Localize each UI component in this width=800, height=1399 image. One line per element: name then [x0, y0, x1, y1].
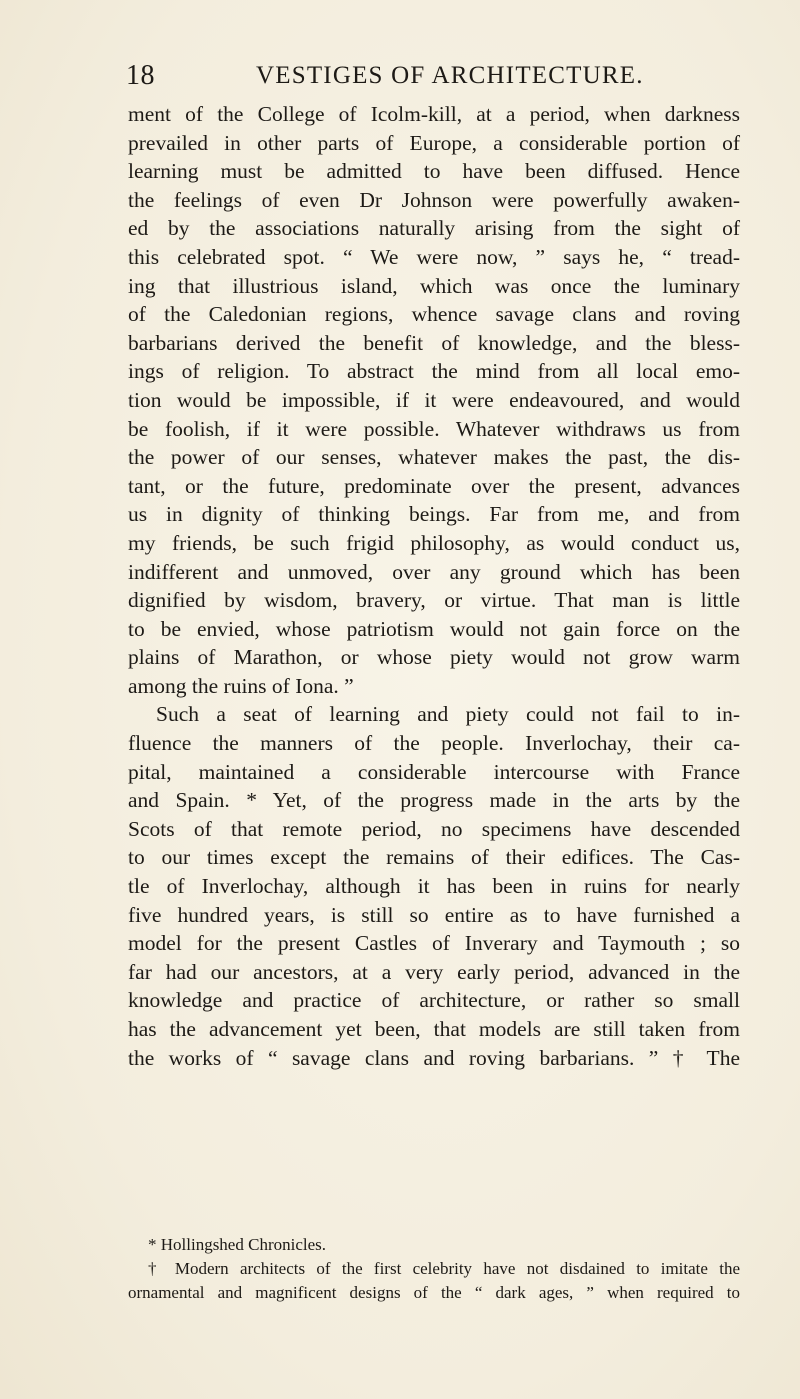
page-header [126, 60, 726, 100]
text-line: of the Caledonian regions, whence savage clans and roving [128, 302, 740, 327]
text-line: has the advancement yet been, that models are still taken from [128, 1017, 740, 1041]
text-line: ing that illustrious island, which was once the luminary [128, 273, 740, 298]
text-line: indifferent and unmoved, over any ground which has been [128, 559, 740, 584]
text-line: and Spain. * Yet, of the progress made in the arts by the [128, 788, 740, 813]
text-line: model for the present Castles of Inverary and Taymouth ; so [128, 931, 740, 956]
text-line: us in dignity of thinking beings. Far from me, and from [128, 502, 740, 527]
text-line: far had our ancestors, at a very early period, advanced in the [128, 959, 740, 984]
text-line: to be envied, whose patriotism would not gain force on the [128, 616, 740, 641]
text-line: ings of religion. To abstract the mind from all local emo- [128, 359, 740, 384]
text-line: my friends, be such frigid philosophy, as would conduct us, [128, 530, 740, 555]
text-line: dignified by wisdom, bravery, or virtue. That man is little [128, 588, 740, 613]
text-line: ment of the College of Icolm-kill, at a period, when darkness [128, 102, 740, 126]
text-line: to our times except the remains of their edifices. The Cas- [128, 845, 740, 870]
text-line: plains of Marathon, or whose piety would not grow warm [128, 645, 740, 670]
footnotes [128, 1233, 740, 1305]
text-line: tion would be impossible, if it were endeavoured, and would [128, 387, 740, 412]
text-line: the feelings of even Dr Johnson were powerfully awaken- [128, 187, 740, 212]
running-head: VESTIGES OF ARCHITECTURE. [256, 62, 644, 89]
text-line: prevailed in other parts of Europe, a considerable portion of [128, 130, 740, 155]
main-text [128, 100, 740, 1072]
text-line: learning must be admitted to have been diffused. Hence [128, 159, 740, 184]
text-line: be foolish, if it were possible. Whatever withdraws us from [128, 416, 740, 441]
text-line: pital, maintained a considerable intercourse with France [128, 759, 740, 784]
text-line: ed by the associations naturally arising from the sight of [128, 216, 740, 241]
text-line: Scots of that remote period, no specimens have descended [128, 816, 740, 841]
footnote-dagger: † Modern architects of the first celebrity have not disdained to imitate the [148, 1259, 740, 1278]
paragraph-end-line: among the ruins of Iona. ” [128, 673, 354, 698]
paragraph-start-line: Such a seat of learning and piety could not fail to in- [156, 702, 740, 727]
text-line: fluence the manners of the people. Inverlochay, their ca- [128, 731, 740, 756]
text-line: barbarians derived the benefit of knowledge, and the bless- [128, 330, 740, 355]
page-number: 18 [126, 60, 155, 91]
text-line: the works of “ savage clans and roving barbarians. ” † The [128, 1045, 740, 1070]
text-line: knowledge and practice of architecture, or rather so small [128, 988, 740, 1013]
footnote-asterisk: * Hollingshed Chronicles. [148, 1235, 327, 1254]
text-line: tle of Inverlochay, although it has been in ruins for nearly [128, 874, 740, 899]
text-line: the power of our senses, whatever makes the past, the dis- [128, 445, 740, 470]
footnote-continuation: ornamental and magnificent designs of the “ dark ages, ” when required to [128, 1283, 740, 1302]
text-line: this celebrated spot. “ We were now, ” says he, “ tread- [128, 244, 740, 269]
text-line: five hundred years, is still so entire as to have furnished a [128, 902, 740, 927]
text-line: tant, or the future, predominate over the present, advances [128, 473, 740, 498]
